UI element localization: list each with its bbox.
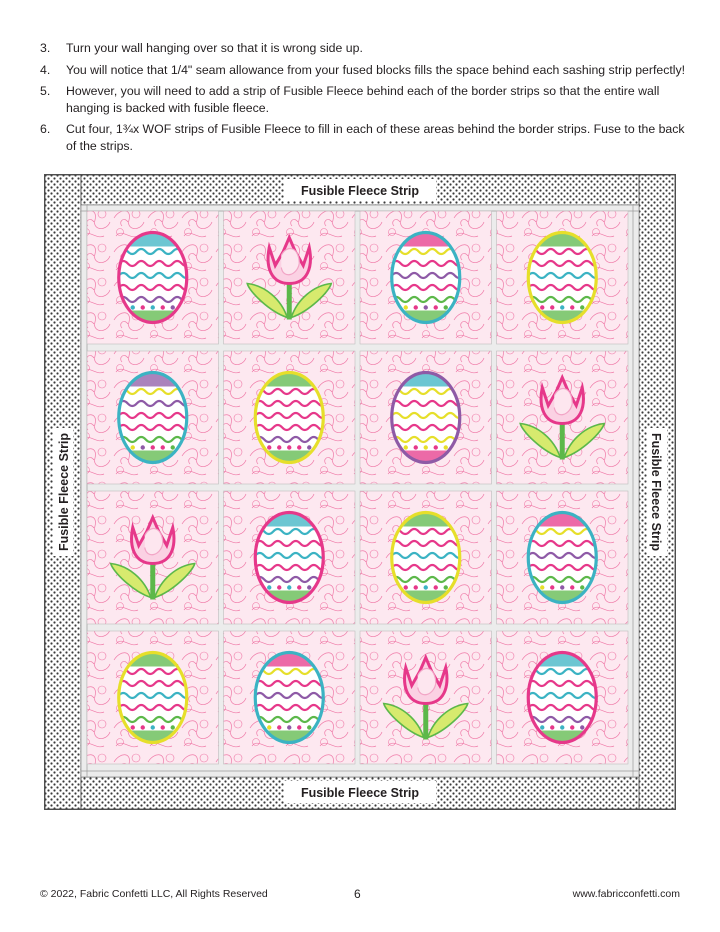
step-number: 4.: [40, 62, 51, 77]
tulip-block: [360, 631, 492, 764]
left-strip-label: Fusible Fleece Strip: [57, 432, 71, 552]
top-strip-label: Fusible Fleece Strip: [300, 184, 420, 198]
website-link[interactable]: www.fabricconfetti.com: [572, 888, 680, 900]
egg-block: [224, 491, 356, 624]
egg-block: [87, 631, 219, 764]
egg-block: [497, 491, 629, 624]
egg-block: [87, 351, 219, 484]
tulip-block: [87, 491, 219, 624]
step-text: However, you will need to add a strip of Fusible Fleece behind each of the border strips so that the entire wall hanging is backed with fusible fleece.: [66, 84, 660, 115]
instruction-step: [40, 83, 690, 116]
page-number: 6: [354, 887, 361, 901]
tulip-block: [497, 351, 629, 484]
egg-block: [87, 211, 219, 344]
egg-block: [224, 631, 356, 764]
step-number: 6.: [40, 122, 51, 136]
quilt-diagram: [44, 174, 676, 810]
egg-block: [497, 211, 629, 344]
copyright-text: © 2022, Fabric Confetti LLC, All Rights Reserved: [40, 888, 268, 900]
egg-block: [360, 491, 492, 624]
instruction-step: [40, 121, 690, 154]
step-text: Turn your wall hanging over so that it is wrong side up.: [66, 41, 363, 55]
step-text: You will notice that 1/4" seam allowance from your fused blocks fills the space behind each sashing strip perfectly!: [66, 62, 686, 77]
instruction-step: [40, 40, 690, 57]
tulip-block: [224, 211, 356, 344]
right-strip-label: Fusible Fleece Strip: [649, 432, 663, 552]
egg-block: [360, 211, 492, 344]
instruction-step: [40, 62, 690, 79]
instruction-list: [40, 40, 690, 159]
bottom-strip-label: Fusible Fleece Strip: [300, 786, 420, 800]
step-number: 5.: [40, 84, 51, 98]
egg-block: [360, 351, 492, 484]
step-text: Cut four, 1¾x WOF strips of Fusible Fleece to fill in each of these areas behind the border strips. Fuse to the back of the strips.: [66, 122, 685, 153]
egg-block: [497, 631, 629, 764]
egg-block: [224, 351, 356, 484]
step-number: 3.: [40, 41, 51, 55]
